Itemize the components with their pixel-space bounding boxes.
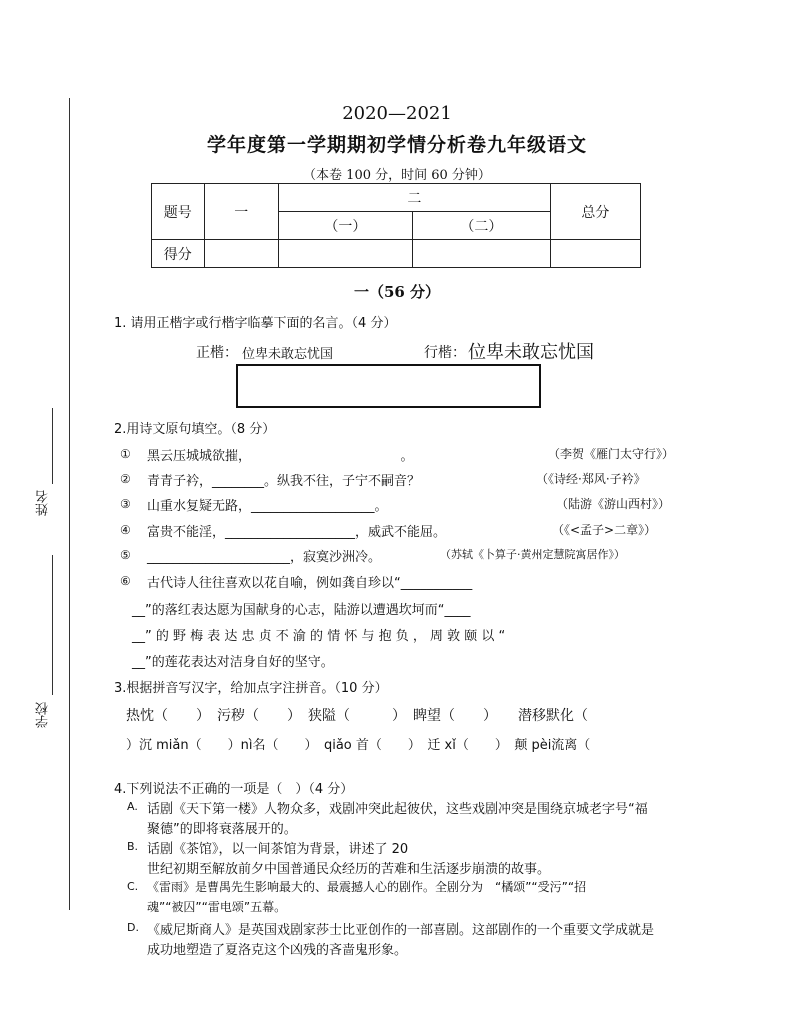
q4-option-text[interactable]: 话剧《天下第一楼》人物众多，戏剧冲突此起彼伏，这些戏剧冲突是围绕京城老字号“福 [147,802,648,817]
score-cell-2a[interactable] [278,240,412,268]
q1-running-label: 行楷： [424,345,466,361]
q1-regular-text: 位卑未敢忘忧国 [242,347,334,362]
q2-prompt: 2.用诗文原句填空。（8 分） [114,422,276,437]
q4-option-letter[interactable]: D. [127,921,139,934]
q2-item-source: （陆游《游山西村》） [556,497,671,511]
q2-item-text[interactable]: 古代诗人往往喜欢以花自喻，例如龚自珍以“___________ [147,576,473,591]
exam-title: 学年度第一学期期初学情分析卷九年级语文 [206,134,587,156]
q4-option-text[interactable]: 魂”“被囚”“雷电颂”五幕。 [147,900,287,914]
q4-option-text[interactable]: 成功地塑造了夏洛克这个凶残的吝啬鬼形象。 [147,943,408,958]
exam-year: 2020—2021 [342,103,452,124]
q2-item-num: ④ [120,523,131,537]
score-table-col-1: 一 [204,184,278,240]
q2-item-source: （《<孟子>二章》） [552,523,657,537]
q4-option-text[interactable]: 《威尼斯商人》是英国戏剧家莎士比亚创作的一部喜剧。这部剧作的一个重要文学成就是 [147,923,655,938]
score-table-header-label: 题号 [152,184,205,240]
q4-option-text[interactable]: 话剧《茶馆》，以一间茶馆为背景，讲述了 20 [147,842,409,857]
q4-option-letter[interactable]: B. [127,840,139,853]
school-label: 学校 [36,702,51,728]
q2-item-text[interactable]: ______________________，寂寞沙洲冷。 [147,550,382,565]
q2-item-text[interactable]: 山重水复疑无路，___________________。 [147,499,388,514]
q4-option-text[interactable]: 聚德”的即将衰落展开的。 [147,822,297,837]
q4-option-text[interactable]: 《雷雨》是曹禺先生影响最大的、最震撼人心的剧作。全剧分为 “橘颂”“受污”“招 [147,880,587,894]
score-table-sub-a: （一） [278,212,412,240]
score-cell-total[interactable] [550,240,640,268]
score-table [151,183,641,268]
score-table-total: 总分 [550,184,640,240]
score-table-col-2: 二 [278,184,550,212]
q2-item-num: ③ [120,497,131,511]
q2-item6-line[interactable]: __”的莲花表达对洁身自好的坚守。 [132,655,334,670]
q2-item-text[interactable]: 青青子衿，________。纵我不往，子宁不嗣音？ [147,474,421,489]
q2-item-text[interactable]: 黑云压城城欲摧， 。 [147,449,414,464]
name-blank-line[interactable] [52,408,53,484]
q2-item6-line[interactable]: __”的落红表达愿为国献身的心志，陆游以遭遇坎坷而“____ [132,603,471,618]
score-cell-1[interactable] [204,240,278,268]
q2-item-source: （李贺《雁门太守行》） [548,447,675,461]
q4-option-text[interactable]: 世纪初期至解放前夕中国普通民众经历的苦难和生活逐步崩溃的故事。 [147,862,551,877]
score-table-sub-b: （二） [412,212,550,240]
exam-subtitle: （本卷 100 分，时间 60 分钟） [303,168,491,183]
q1-running-text: 位卑未敢忘忧国 [468,342,594,363]
q2-item-source: （苏轼《卜算子·黄州定慧院寓居作》） [440,548,625,561]
q1-prompt: 1. 请用正楷字或行楷字临摹下面的名言。（4 分） [114,316,397,331]
q2-item-num: ⑤ [120,548,131,562]
q4-option-letter[interactable]: A. [127,800,138,813]
section-1-title: 一（56 分） [353,283,441,301]
score-cell-2b[interactable] [412,240,550,268]
school-blank-line[interactable] [52,555,53,695]
q4-prompt: 4.下列说法不正确的一项是（ ）（4 分） [114,782,354,797]
q2-item-source: （《诗经·郑风·子衿》 [536,472,646,486]
q1-writing-box[interactable] [236,364,541,408]
q4-option-letter[interactable]: C. [127,880,139,893]
q2-item-num: ① [120,447,131,461]
q2-item-num: ⑥ [120,574,131,588]
binding-margin-line [69,98,70,910]
q3-line[interactable]: 热忱（ ） 污秽（ ） 狭隘（ ） 睥望（ ） 潜移默化（ [126,708,588,724]
q2-item-text[interactable]: 富贵不能淫，____________________，威武不能屈。 [147,525,447,540]
score-row-label: 得分 [152,240,205,268]
name-label: 姓名 [36,490,51,516]
q3-line[interactable]: ）沉 miǎn（ ）nì名（ ） qiǎo 首（ ） 迁 xǐ（ ） 颠 pèi流离（ [126,738,591,753]
q2-item6-line[interactable]: __” 的 野 梅 表 达 忠 贞 不 渝 的 情 怀 与 抱 负 ， 周 敦 颐 以 “ [132,629,506,644]
q2-item-num: ② [120,472,131,486]
q1-regular-label: 正楷： [196,345,238,361]
q3-prompt: 3.根据拼音写汉字，给加点字注拼音。（10 分） [114,681,388,696]
